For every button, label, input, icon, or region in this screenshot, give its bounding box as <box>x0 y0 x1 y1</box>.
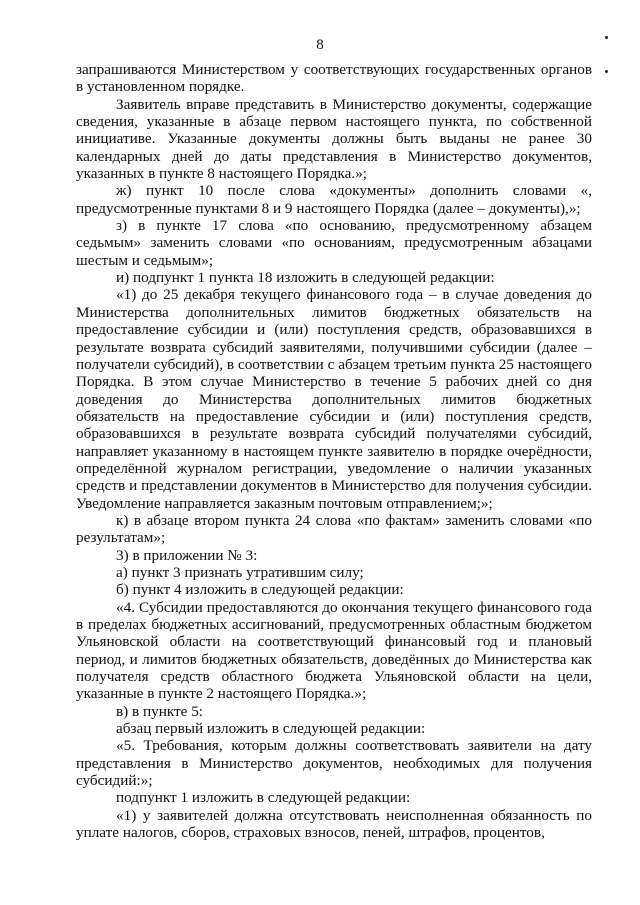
paragraph: «1) до 25 декабря текущего финансового года – в случае доведения до Министерства дополнительных лимитов бюджетных обязательств на предоставление субсидии и (или) поступления средств, образовавшихся в результате возврата субсидий заявителями, получившими субсидии (далее – получатели субсидий), в соответствии с абзацем третьим пункта 25 настоящего Порядка. В этом случае Министерство в течение 5 рабочих дней со дня доведения до Министерства дополнительных лимитов бюджетных обязательств на предоставление субсидии и (или) поступления средств, образовавшихся в результате возврата субсидий получателями субсидий, направляет указанному в настоящем пункте заявителю в порядке очерёдности, определённой журналом регистрации, уведомление о наличии указанных средств и представлении документов в Министерство для получения субсидии. Уведомление направляется заказным почтовым отправлением;»; <box>76 286 592 512</box>
paragraph: абзац первый изложить в следующей редакции: <box>116 720 426 738</box>
document-body <box>76 61 592 841</box>
paragraph: и) подпункт 1 пункта 18 изложить в следующей редакции: <box>116 269 495 287</box>
paragraph: «1) у заявителей должна отсутствовать неисполненная обязанность по уплате налогов, сборов, страховых взносов, пеней, штрафов, процентов, <box>76 806 592 842</box>
scan-speck-mark <box>605 70 608 73</box>
paragraph: б) пункт 4 изложить в следующей редакции: <box>116 581 404 599</box>
paragraph: Заявитель вправе представить в Министерство документы, содержащие сведения, указанные в абзаце первом настоящего пункта, по собственной инициативе. Указанные документы должны быть выданы не ранее 30 календарных дней до даты представления в Министерство документов, указанных в пункте 8 настоящего Порядка.»; <box>76 95 592 183</box>
page-number: 8 <box>316 37 324 53</box>
paragraph: «4. Субсидии предоставляются до окончания текущего финансового года в пределах бюджетных ассигнований, предусмотренных областным бюджетом Ульяновской области на соответствующий финансовый год и плановый период, и лимитов бюджетных обязательств, доведённых до Министерства как получателя средств областного бюджета Ульяновской области на цели, указанные в пункте 2 настоящего Порядка.»; <box>76 598 592 703</box>
paragraph: «5. Требования, которым должны соответствовать заявители на дату представления в Министерство документов, необходимых для получения субсидий:»; <box>76 737 592 790</box>
paragraph: 3) в приложении № 3: <box>116 546 258 564</box>
paragraph: в) в пункте 5: <box>116 702 204 720</box>
paragraph: з) в пункте 17 слова «по основанию, предусмотренному абзацем седьмым» заменить словами «по основаниям, предусмотренным абзацами шестым и седьмым»; <box>76 217 592 269</box>
paragraph: запрашиваются Министерством у соответствующих государственных органов в установленном порядке. <box>76 61 592 96</box>
paragraph: к) в абзаце втором пункта 24 слова «по фактам» заменить словами «по результатам»; <box>76 511 592 547</box>
paragraph: подпункт 1 изложить в следующей редакции: <box>116 789 411 807</box>
paragraph: ж) пункт 10 после слова «документы» дополнить словами «, предусмотренные пунктами 8 и 9 настоящего Порядка (далее – документы),»; <box>76 182 592 217</box>
paragraph: а) пункт 3 признать утратившим силу; <box>116 563 364 581</box>
scan-speck-mark <box>605 36 608 39</box>
